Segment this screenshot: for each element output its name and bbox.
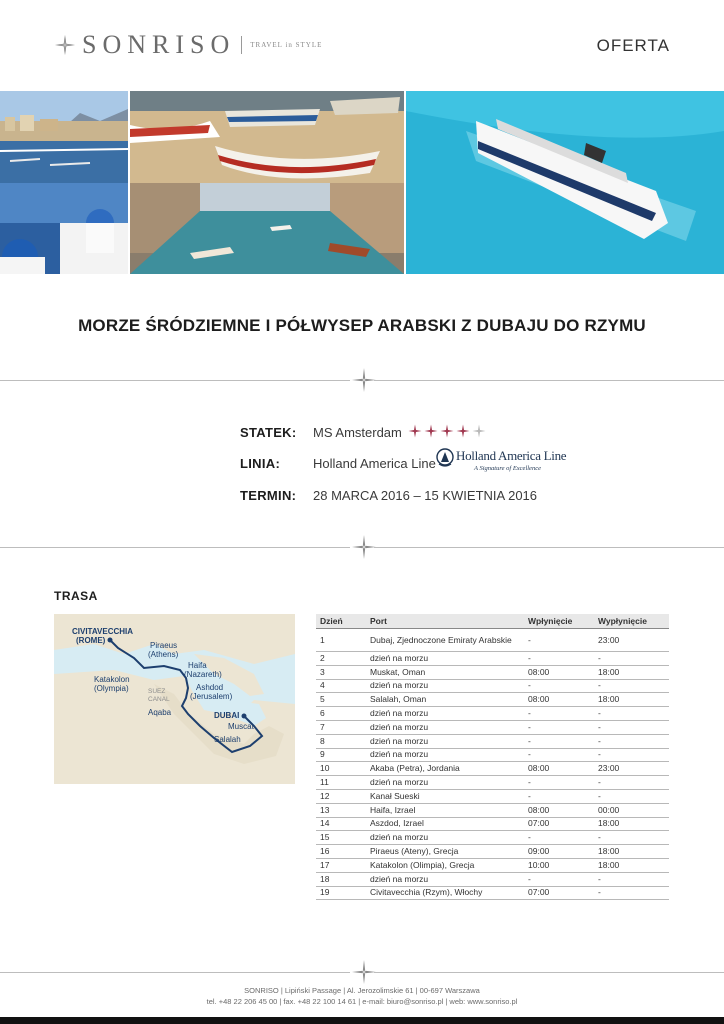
map-label-piraeus: Piraeus [150, 641, 178, 650]
map-label-olympia: (Olympia) [94, 684, 129, 693]
cell-day: 4 [316, 679, 366, 693]
cell-arrival: - [524, 872, 594, 886]
cell-departure: 00:00 [594, 803, 669, 817]
table-row [316, 679, 669, 693]
cell-port: Haifa, Izrael [366, 803, 524, 817]
map-label-civitavecchia: CIVITAVECCHIA [72, 627, 134, 636]
table-row [316, 803, 669, 817]
brand-name: SONRISO [82, 30, 236, 59]
cell-day: 16 [316, 845, 366, 859]
map-label-haifa: Haifa [188, 661, 207, 670]
photo-boats-beach [130, 91, 404, 183]
table-row [316, 789, 669, 803]
brand-tagline: TRAVEL in STYLE [250, 41, 323, 49]
divider-middle [0, 537, 724, 557]
cell-port: Salalah, Oman [366, 693, 524, 707]
page-title: MORZE ŚRÓDZIEMNE I PÓŁWYSEP ARABSKI Z DUBAJU DO RZYMU [78, 316, 646, 335]
cell-departure: - [594, 886, 669, 900]
cell-day: 5 [316, 693, 366, 707]
photo-harbor [0, 91, 128, 183]
map-label-rome: (ROME) [76, 636, 106, 645]
table-header-row [316, 614, 669, 629]
map-label-aqaba: Aqaba [148, 708, 172, 717]
table-row [316, 693, 669, 707]
brand-separator [241, 36, 242, 54]
map-label-katakolon: Katakolon [94, 675, 130, 684]
route-map [54, 614, 295, 784]
rating-star-icon [408, 424, 422, 438]
table-row [316, 748, 669, 762]
table-row [316, 629, 669, 652]
cell-port: dzień na morzu [366, 872, 524, 886]
cell-day: 2 [316, 652, 366, 666]
cell-port: dzień na morzu [366, 707, 524, 721]
cell-day: 13 [316, 803, 366, 817]
map-label-canal: CANAL [148, 696, 170, 703]
cell-departure: - [594, 789, 669, 803]
table-row [316, 776, 669, 790]
cell-departure: - [594, 748, 669, 762]
cell-day: 17 [316, 858, 366, 872]
cell-departure: - [594, 831, 669, 845]
cell-day: 6 [316, 707, 366, 721]
cell-arrival: - [524, 734, 594, 748]
cell-day: 10 [316, 762, 366, 776]
table-row [316, 652, 669, 666]
line-label: LINIA: [240, 456, 281, 471]
cell-day: 1 [316, 629, 366, 652]
cell-port: Kanał Sueski [366, 789, 524, 803]
map-label-athens: (Athens) [148, 650, 179, 659]
cell-arrival: 10:00 [524, 858, 594, 872]
rating-star-icon [440, 424, 454, 438]
cell-port: Katakolon (Olimpia), Grecja [366, 858, 524, 872]
line-value: Holland America Line [313, 456, 436, 471]
cell-departure: 18:00 [594, 665, 669, 679]
cell-departure: - [594, 734, 669, 748]
cell-arrival: - [524, 831, 594, 845]
cell-departure: - [594, 776, 669, 790]
cell-departure: 23:00 [594, 629, 669, 652]
cell-arrival: - [524, 720, 594, 734]
table-row [316, 734, 669, 748]
rating-star-icon [424, 424, 438, 438]
cell-departure: 18:00 [594, 858, 669, 872]
cell-arrival: 09:00 [524, 845, 594, 859]
cell-departure: - [594, 872, 669, 886]
cell-arrival: - [524, 652, 594, 666]
holland-america-logo [436, 448, 567, 476]
divider-footer [0, 962, 724, 982]
cell-day: 14 [316, 817, 366, 831]
cell-port: Muskat, Oman [366, 665, 524, 679]
cell-day: 3 [316, 665, 366, 679]
cell-port: dzień na morzu [366, 679, 524, 693]
map-label-muscat: Muscat [228, 722, 254, 731]
footer-contact: tel. +48 22 206 45 00 | fax. +48 22 100 14 61 | e-mail: biuro@sonriso.pl | web: www.sonriso.pl [206, 997, 518, 1006]
photo-santorini [0, 183, 128, 274]
cell-port: dzień na morzu [366, 776, 524, 790]
cell-port: Piraeus (Ateny), Grecja [366, 845, 524, 859]
map-label-nazareth: (Nazareth) [184, 670, 222, 679]
date-value: 28 MARCA 2016 – 15 KWIETNIA 2016 [313, 488, 538, 503]
table-row [316, 665, 669, 679]
ship-rating [408, 424, 486, 438]
cell-day: 15 [316, 831, 366, 845]
cell-port: Dubaj, Zjednoczone Emiraty Arabskie [366, 629, 524, 652]
cell-departure: - [594, 679, 669, 693]
cell-port: dzień na morzu [366, 720, 524, 734]
ship-value: MS Amsterdam [313, 425, 402, 440]
cell-port: dzień na morzu [366, 748, 524, 762]
cell-arrival: 07:00 [524, 886, 594, 900]
date-label: TERMIN: [240, 488, 297, 503]
cell-port: dzień na morzu [366, 652, 524, 666]
cell-port: dzień na morzu [366, 831, 524, 845]
map-label-jerusalem: (Jerusalem) [190, 692, 233, 701]
cell-arrival: - [524, 776, 594, 790]
rating-star-icon [456, 424, 470, 438]
cell-port: Aszdod, Izrael [366, 817, 524, 831]
cell-departure: 23:00 [594, 762, 669, 776]
cell-port: Civitavecchia (Rzym), Włochy [366, 886, 524, 900]
table-row [316, 831, 669, 845]
table-row [316, 858, 669, 872]
map-label-dubai: DUBAI [214, 711, 240, 720]
cell-arrival: 08:00 [524, 803, 594, 817]
cell-day: 11 [316, 776, 366, 790]
crest-icon [436, 448, 454, 470]
route-heading: TRASA [54, 589, 98, 603]
cell-arrival: - [524, 748, 594, 762]
col-header-departure: Wypłynięcie [594, 614, 669, 629]
divider-top [0, 370, 724, 390]
map-label-suez: SUEZ [148, 688, 166, 695]
logo-name: Holland America Line [456, 448, 567, 463]
cell-arrival: 08:00 [524, 762, 594, 776]
table-row [316, 720, 669, 734]
col-header-day: Dzień [316, 614, 366, 629]
itinerary-table [316, 614, 669, 900]
cell-arrival: 07:00 [524, 817, 594, 831]
cell-arrival: 08:00 [524, 693, 594, 707]
compass-star-icon [54, 34, 76, 56]
cell-departure: - [594, 720, 669, 734]
cell-arrival: - [524, 679, 594, 693]
cell-port: dzień na morzu [366, 734, 524, 748]
cell-day: 19 [316, 886, 366, 900]
cell-departure: - [594, 707, 669, 721]
photo-venice-canal [130, 183, 404, 274]
cell-arrival: 08:00 [524, 665, 594, 679]
table-row [316, 762, 669, 776]
cell-arrival: - [524, 707, 594, 721]
table-row [316, 872, 669, 886]
rating-star-half-icon [472, 424, 486, 438]
photo-cruise-ship [406, 91, 724, 274]
cell-day: 7 [316, 720, 366, 734]
col-header-port: Port [366, 614, 524, 629]
logo-tagline: A Signature of Excellence [474, 465, 541, 472]
bottom-bar [0, 1017, 724, 1024]
cell-arrival: - [524, 789, 594, 803]
cell-departure: 18:00 [594, 693, 669, 707]
document-type: OFERTA [596, 36, 670, 55]
cell-day: 9 [316, 748, 366, 762]
footer-address: SONRISO | Lipiński Passage | Al. Jerozolimskie 61 | 00-697 Warszawa [244, 986, 480, 995]
ship-label: STATEK: [240, 425, 297, 440]
col-header-arrival: Wpłynięcie [524, 614, 594, 629]
brand-logo [54, 30, 322, 60]
cell-departure: 18:00 [594, 817, 669, 831]
table-row [316, 817, 669, 831]
cell-day: 18 [316, 872, 366, 886]
map-label-salalah: Salalah [214, 735, 241, 744]
cell-arrival: - [524, 629, 594, 652]
cell-departure: - [594, 652, 669, 666]
cell-port: Akaba (Petra), Jordania [366, 762, 524, 776]
map-label-ashdod: Ashdod [196, 683, 224, 692]
table-row [316, 886, 669, 900]
cell-day: 8 [316, 734, 366, 748]
cell-departure: 18:00 [594, 845, 669, 859]
table-row [316, 845, 669, 859]
cell-day: 12 [316, 789, 366, 803]
table-row [316, 707, 669, 721]
